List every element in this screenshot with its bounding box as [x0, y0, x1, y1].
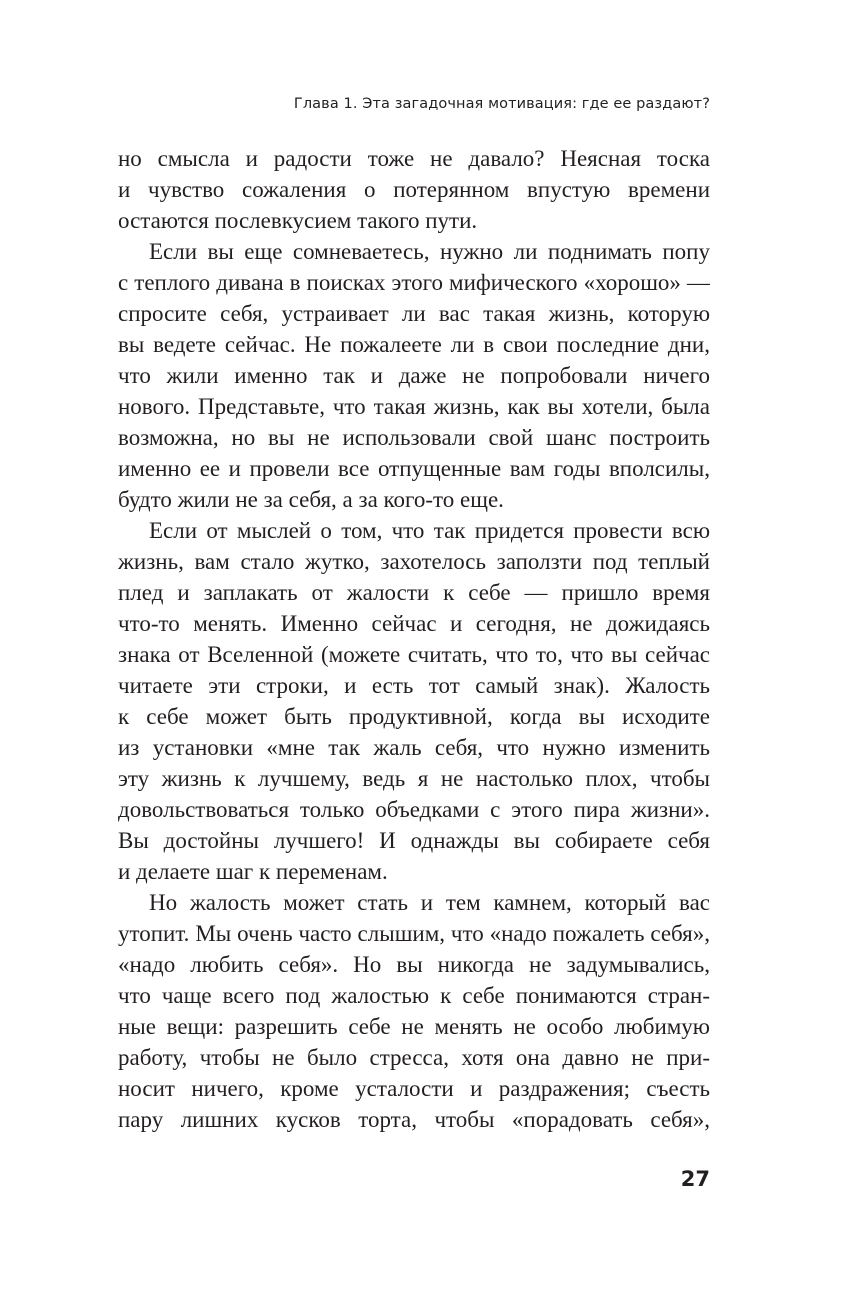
- text-line: остаются послевкусием такого пути.: [118, 208, 478, 233]
- text-line: возможна, но вы не использовали свой шанс построить: [118, 425, 710, 450]
- text-line: вы ведете сейчас. Не пожалеете ли в свои последние дни,: [118, 332, 710, 357]
- text-line: и чувство сожаления о потерянном впустую времени: [118, 177, 710, 202]
- text-line: знака от Вселенной (можете считать, что то, что вы сейчас: [118, 642, 710, 667]
- text-line: будто жили не за себя, а за кого-то еще.: [118, 487, 504, 512]
- text-line: что жили именно так и даже не попробовали ничего: [118, 363, 710, 388]
- text-line: что-то менять. Именно сейчас и сегодня, не дожидаясь: [118, 611, 710, 636]
- text-line: пару лишних кусков торта, чтобы «порадовать себя»,: [118, 1107, 710, 1132]
- text-line: с теплого дивана в поисках этого мифического «хорошо» —: [118, 270, 710, 295]
- text-line: Если вы еще сомневаетесь, нужно ли поднимать попу: [149, 239, 710, 264]
- text-line: плед и заплакать от жалости к себе — пришло время: [118, 580, 710, 605]
- page-number: 27: [680, 1167, 710, 1191]
- text-line: Но жалость может стать и тем камнем, который вас: [149, 890, 710, 915]
- text-line: что чаще всего под жалостью к себе понимаются стран-: [118, 983, 710, 1008]
- text-line: довольствоваться только объедками с этого пира жизни».: [118, 797, 710, 822]
- text-line: нового. Представьте, что такая жизнь, как вы хотели, была: [118, 394, 710, 419]
- text-line: носит ничего, кроме усталости и раздражения; съесть: [118, 1076, 710, 1101]
- body-text: [118, 143, 710, 1135]
- text-line: «надо любить себя». Но вы никогда не задумывались,: [118, 952, 710, 977]
- text-line: именно ее и провели все отпущенные вам годы вполсилы,: [118, 456, 710, 481]
- text-line: эту жизнь к лучшему, ведь я не настолько плох, чтобы: [118, 766, 710, 791]
- running-head: Глава 1. Эта загадочная мотивация: где ее раздают?: [293, 96, 710, 112]
- text-line: Вы достойны лучшего! И однажды вы собираете себя: [118, 828, 710, 853]
- text-line: к себе может быть продуктивной, когда вы исходите: [118, 704, 710, 729]
- text-line: Если от мыслей о том, что так придется провести всю: [149, 518, 710, 543]
- text-line: но смысла и радости тоже не давало? Неясная тоска: [118, 146, 710, 171]
- text-line: из установки «мне так жаль себя, что нужно изменить: [118, 735, 710, 760]
- text-line: спросите себя, устраивает ли вас такая жизнь, которую: [118, 301, 710, 326]
- text-line: ные вещи: разрешить себе не менять не особо любимую: [118, 1014, 710, 1039]
- text-line: работу, чтобы не было стресса, хотя она давно не при-: [118, 1045, 710, 1070]
- text-line: жизнь, вам стало жутко, захотелось заползти под теплый: [118, 549, 710, 574]
- text-line: и делаете шаг к переменам.: [118, 859, 388, 884]
- text-line: утопит. Мы очень часто слышим, что «надо пожалеть себя»,: [118, 921, 710, 946]
- text-line: читаете эти строки, и есть тот самый знак). Жалость: [118, 673, 710, 698]
